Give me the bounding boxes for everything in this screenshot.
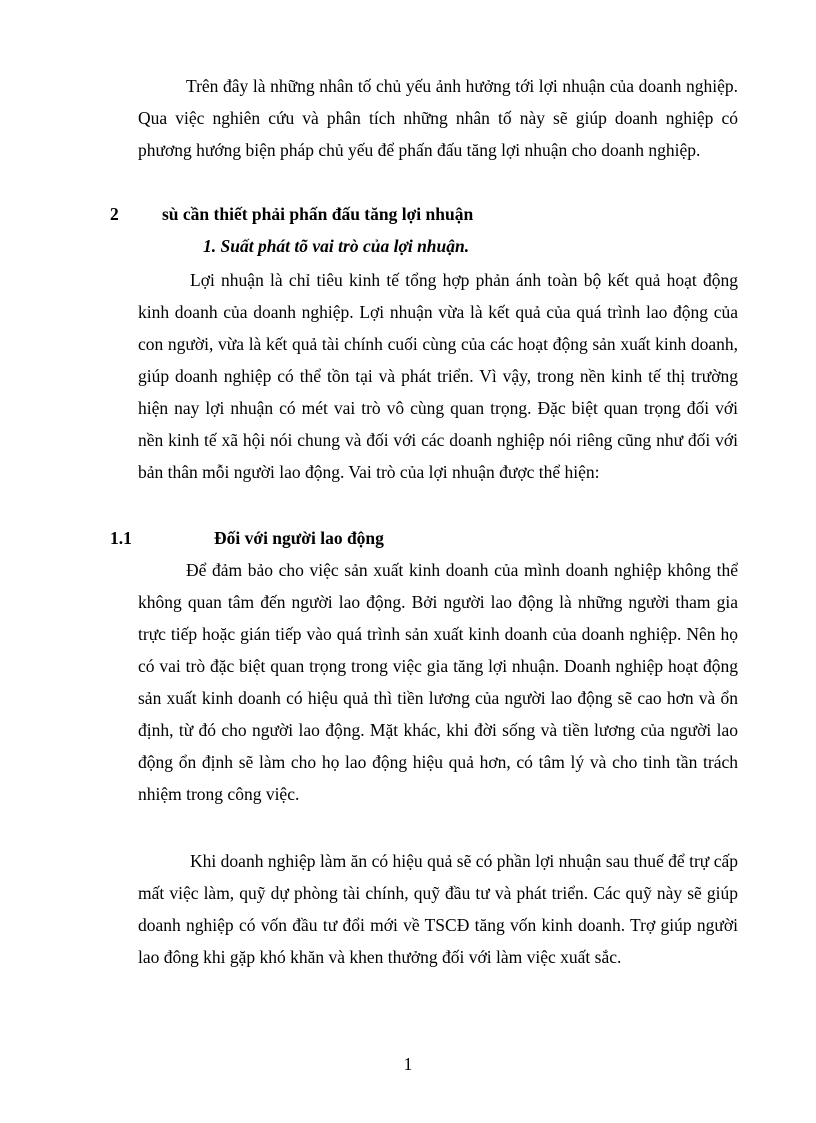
section-1-1-number: 1.1: [110, 528, 132, 548]
section-1-1-title: Đối với người lao động: [214, 528, 384, 548]
paragraph-role-of-profit: Lợi nhuận là chỉ tiêu kinh tế tổng hợp phản ánh toàn bộ kết quả hoạt động kinh doanh của doanh nghiệp. Lợi nhuận vừa là kết quả của quá trình lao động của con người, vừa là kết quả tài chính cuối cùng của các hoạt động sản xuất kinh doanh, giúp doanh nghiệp có thể tồn tại và phát triển. Vì vậy, trong nền kinh tế thị trường hiện nay lợi nhuận có mét vai trò vô cùng quan trọng. Đặc biệt quan trọng đối với nền kinh tế xã hội nói chung và đối với các doanh nghiệp nói riêng cũng như đối với bản thân mỗi người lao động. Vai trò của lợi nhuận được thể hiện:: [138, 270, 738, 482]
section-2-number: 2: [110, 204, 119, 224]
paragraph-workers: Để đảm bảo cho việc sản xuất kinh doanh của mình doanh nghiệp không thể không quan tâm đến người lao động. Bởi người lao động là những người tham gia trực tiếp hoặc gián tiếp vào quá trình sản xuất kinh doanh của doanh nghiệp. Nên họ có vai trò đặc biệt quan trọng trong việc gia tăng lợi nhuận. Doanh nghiệp hoạt động sản xuất kinh doanh có hiệu quả thì tiền lương của người lao động sẽ cao hơn và ổn định, từ đó cho người lao động. Mặt khác, khi đời sống và tiền lương của người lao động ổn định sẽ làm cho họ lao động hiệu quả hơn, có tâm lý và cho tinh tần trách nhiệm trong công việc.: [138, 560, 738, 804]
page-number: 1: [403, 1054, 413, 1074]
section-2-1-title: 1. Suất phát tõ vai trò của lợi nhuận.: [203, 236, 470, 256]
paragraph-intro: Trên đây là những nhân tố chủ yếu ảnh hưởng tới lợi nhuận của doanh nghiệp. Qua việc nghiên cứu và phân tích những nhân tố này sẽ giúp doanh nghiệp có phương hướng biện pháp chủ yếu để phấn đấu tăng lợi nhuận cho doanh nghiệp.: [138, 76, 738, 160]
section-2-title: sù cần thiết phải phấn đấu tăng lợi nhuận: [162, 204, 474, 224]
paragraph-efficiency: Khi doanh nghiệp làm ăn có hiệu quả sẽ có phần lợi nhuận sau thuế để trự cấp mất việc làm, quỹ dự phòng tài chính, quỹ đầu tư và phát triển. Các quỹ này sẽ giúp doanh nghiệp có vốn đầu tư đổi mới về TSCĐ tăng vốn kinh doanh. Trợ giúp người lao đông khi gặp khó khăn và khen thưởng đối với làm việc xuất sắc.: [138, 851, 738, 967]
